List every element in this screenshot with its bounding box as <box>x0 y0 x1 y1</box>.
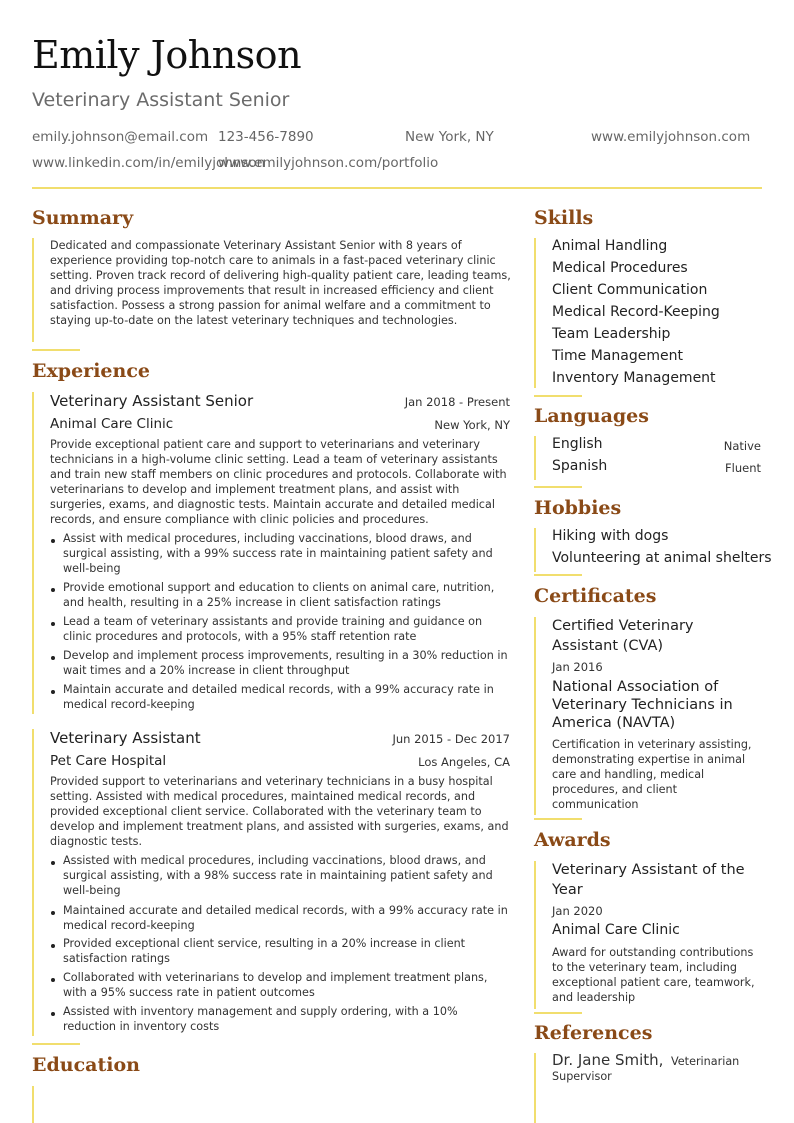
language-level: Fluent <box>725 461 761 475</box>
skills-accent-bar <box>534 238 536 388</box>
skill-item: Inventory Management <box>552 370 716 386</box>
job-1-company: Animal Care Clinic <box>50 416 174 432</box>
award-title: Veterinary Assistant of the Year <box>552 862 745 898</box>
language-name: English <box>552 436 603 452</box>
language-level: Native <box>723 439 761 453</box>
summary-text: Dedicated and compassionate Veterinary Assistant Senior with 8 years of experience providing top-notch care to animals in a fast-paced veterinary clinic setting. Proven track record of delivering high-quality patient care, leading teams, and driving process improvements that result in increased efficiency and client satisfaction. Possess a strong passion for animal welfare and a commitment to staying up-to-date on the latest veterinary techniques and technologies. <box>50 239 511 327</box>
bullet-dot <box>51 978 55 982</box>
award-date: Jan 2020 <box>552 904 603 918</box>
section-divider <box>534 1012 582 1014</box>
bullet-dot <box>51 861 55 865</box>
bullet-dot <box>51 690 55 694</box>
job-2-bullet: Assisted with inventory management and supply ordering, with a 10% reduction in inventory costs <box>63 1005 458 1033</box>
reference-entry <box>552 1053 762 1084</box>
job-1-bullet: Lead a team of veterinary assistants and provide training and guidance on clinic procedures and protocols, with a 95% staff retention rate <box>63 615 483 643</box>
certificate-title: National Association of Veterinary Technicians in America (NAVTA) <box>552 679 733 731</box>
job-2-location: Los Angeles, CA <box>418 755 510 769</box>
job-2-bullet: Collaborated with veterinarians to develop and implement treatment plans, with a 95% success rate in patient outcomes <box>63 971 488 999</box>
skill-item: Animal Handling <box>552 238 668 254</box>
education-heading: Education <box>32 1054 140 1076</box>
bullet-dot <box>51 1012 55 1016</box>
bullet-dot <box>51 944 55 948</box>
job-1-bullet: Develop and implement process improvements, resulting in a 30% reduction in wait times and a 20% increase in client throughput <box>63 649 508 677</box>
summary-accent-bar <box>32 238 34 342</box>
job-2-accent-bar <box>32 729 34 1036</box>
section-divider <box>534 395 582 397</box>
candidate-title: Veterinary Assistant Senior <box>32 89 290 111</box>
job-1-dates: Jan 2018 - Present <box>404 395 510 409</box>
section-divider <box>534 818 582 820</box>
contact-email[interactable]: emily.johnson@email.com <box>32 129 209 145</box>
skills-heading: Skills <box>534 207 594 229</box>
candidate-name: Emily Johnson <box>32 33 302 77</box>
skill-item: Client Communication <box>552 282 708 298</box>
job-2-bullet: Assisted with medical procedures, including vaccinations, blood draws, and surgical assisting, with a 98% success rate in maintaining patient safety and well-being <box>63 854 493 897</box>
references-accent-bar <box>534 1053 536 1123</box>
hobby-item: Hiking with dogs <box>552 528 669 544</box>
section-divider <box>534 486 582 488</box>
job-2-bullet: Maintained accurate and detailed medical records, with a 99% accuracy rate in medical record-keeping <box>63 904 508 932</box>
awards-heading: Awards <box>534 829 611 851</box>
bullet-dot <box>51 656 55 660</box>
experience-heading: Experience <box>32 360 150 382</box>
contact-phone: 123-456-7890 <box>218 129 314 145</box>
languages-accent-bar <box>534 436 536 480</box>
contact-location: New York, NY <box>405 129 494 145</box>
certificate-description: Certification in veterinary assisting, demonstrating expertise in animal care and handling, medical procedures, and client communication <box>552 738 752 811</box>
job-2-dates: Jun 2015 - Dec 2017 <box>392 732 510 746</box>
hobbies-heading: Hobbies <box>534 497 622 519</box>
certificate-date: Jan 2016 <box>552 660 603 674</box>
hobbies-accent-bar <box>534 528 536 572</box>
bullet-dot <box>51 539 55 543</box>
job-2-description: Provided support to veterinarians and veterinary technicians in a busy hospital setting. Assisted with medical procedures, maintained medical records, and provided exceptional client service. Collaborated with the veterinary team to develop and implement treatment plans, and assisted with surgeries, exams, and diagnostic tests. <box>50 775 509 848</box>
summary-heading: Summary <box>32 207 134 229</box>
job-1-bullet: Maintain accurate and detailed medical records, with a 99% accuracy rate in medical record-keeping <box>63 683 494 711</box>
section-divider <box>32 1043 80 1045</box>
job-1-location: New York, NY <box>434 418 510 432</box>
job-1-bullet: Assist with medical procedures, including vaccinations, blood draws, and surgical assisting, with a 99% success rate in maintaining patient safety and well-being <box>63 532 493 575</box>
languages-heading: Languages <box>534 405 649 427</box>
header-divider <box>32 187 762 189</box>
job-1-bullet: Provide emotional support and education to clients on animal care, nutrition, and health, resulting in a 25% increase in client satisfaction ratings <box>63 581 495 609</box>
bullet-dot <box>51 588 55 592</box>
job-1-role: Veterinary Assistant Senior <box>50 392 254 410</box>
job-2-company: Pet Care Hospital <box>50 753 167 769</box>
references-heading: References <box>534 1022 653 1044</box>
skill-item: Medical Procedures <box>552 260 688 276</box>
skill-item: Time Management <box>552 348 683 364</box>
contact-website[interactable]: www.emilyjohnson.com <box>591 129 751 145</box>
section-divider <box>534 574 582 576</box>
contact-portfolio[interactable]: www.emilyjohnson.com/portfolio <box>218 155 439 171</box>
bullet-dot <box>51 911 55 915</box>
education-accent-bar <box>32 1086 34 1123</box>
job-2-role: Veterinary Assistant <box>50 729 201 747</box>
certificate-title: Certified Veterinary Assistant (CVA) <box>552 618 694 654</box>
reference-position: Veterinarian Supervisor <box>552 1055 740 1083</box>
certificates-heading: Certificates <box>534 585 657 607</box>
language-name: Spanish <box>552 458 608 474</box>
skill-item: Team Leadership <box>552 326 671 342</box>
contact-linkedin[interactable]: www.linkedin.com/in/emilyjohnson <box>32 155 266 171</box>
certificates-accent-bar <box>534 617 536 815</box>
award-description: Award for outstanding contributions to the veterinary team, including exceptional patient care, teamwork, and leadership <box>552 946 755 1004</box>
award-issuer: Animal Care Clinic <box>552 922 680 938</box>
section-divider <box>32 349 80 351</box>
skill-item: Medical Record-Keeping <box>552 304 720 320</box>
reference-name: Dr. Jane Smith, <box>552 1051 664 1069</box>
hobby-item: Volunteering at animal shelters <box>552 550 772 566</box>
job-1-accent-bar <box>32 392 34 714</box>
bullet-dot <box>51 622 55 626</box>
job-1-description: Provide exceptional patient care and support to veterinarians and veterinary technicians in a high-volume clinic setting. Lead a team of veterinary assistants and train new staff members on clinic procedures and protocols. Collaborate with veterinarians to develop and implement treatment plans, and assist with surgeries, exams, and diagnostic tests. Maintain accurate and detailed medical records, and ensure compliance with clinic policies and procedures. <box>50 438 507 526</box>
awards-accent-bar <box>534 861 536 1009</box>
job-2-bullet: Provided exceptional client service, resulting in a 20% increase in client satisfaction ratings <box>63 937 466 965</box>
